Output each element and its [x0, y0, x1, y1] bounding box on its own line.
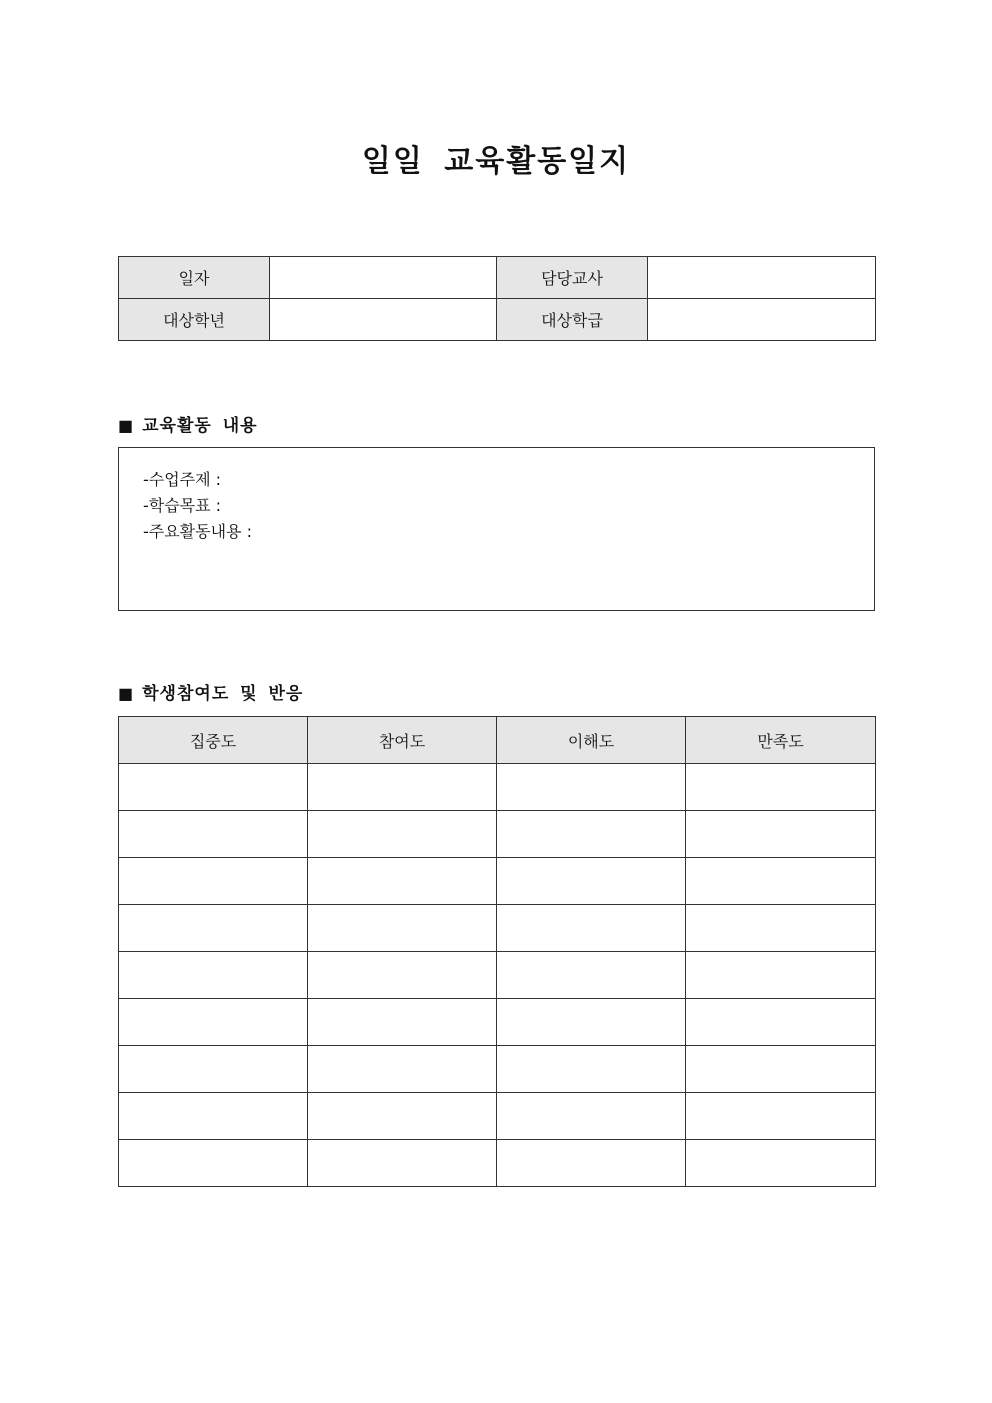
info-row-2 [119, 299, 876, 341]
teacher-label: 담당교사 [497, 257, 648, 299]
table-cell[interactable] [497, 858, 686, 905]
class-label: 대상학급 [497, 299, 648, 341]
date-label: 일자 [119, 257, 270, 299]
activity-section-heading [118, 411, 258, 436]
info-table [118, 256, 876, 341]
table-cell[interactable] [497, 1140, 686, 1187]
table-cell[interactable] [497, 905, 686, 952]
main-activity-line: -주요활동내용 : [143, 522, 252, 541]
learning-goal-line: -학습목표 : [143, 496, 222, 515]
participation-heading-text: 학생참여도 및 반응 [142, 684, 304, 704]
table-cell[interactable] [686, 1093, 876, 1140]
column-header-satisfaction: 만족도 [686, 717, 876, 764]
square-bullet-icon: ■ [118, 684, 135, 703]
date-field[interactable] [270, 257, 497, 299]
table-cell[interactable] [308, 999, 497, 1046]
grade-field[interactable] [270, 299, 497, 341]
table-cell[interactable] [497, 952, 686, 999]
column-header-concentration: 집중도 [119, 717, 308, 764]
table-row [119, 811, 876, 858]
table-cell[interactable] [497, 1046, 686, 1093]
table-cell[interactable] [119, 999, 308, 1046]
table-row [119, 999, 876, 1046]
table-cell[interactable] [497, 999, 686, 1046]
column-header-participation: 참여도 [308, 717, 497, 764]
table-cell[interactable] [308, 764, 497, 811]
table-cell[interactable] [497, 1093, 686, 1140]
participation-body [119, 764, 876, 1187]
table-cell[interactable] [686, 858, 876, 905]
table-row [119, 1046, 876, 1093]
table-cell[interactable] [119, 952, 308, 999]
table-cell[interactable] [686, 764, 876, 811]
column-header-understanding: 이해도 [497, 717, 686, 764]
info-row-1 [119, 257, 876, 299]
table-cell[interactable] [119, 858, 308, 905]
table-cell[interactable] [497, 764, 686, 811]
table-cell[interactable] [686, 1046, 876, 1093]
table-row [119, 1140, 876, 1187]
table-row [119, 764, 876, 811]
table-cell[interactable] [119, 905, 308, 952]
table-cell[interactable] [119, 1046, 308, 1093]
table-cell[interactable] [686, 811, 876, 858]
page-title: 일일 교육활동일지 [361, 144, 631, 179]
lesson-topic-line: -수업주제 : [143, 470, 222, 489]
table-row [119, 952, 876, 999]
table-cell[interactable] [308, 905, 497, 952]
participation-section-heading [118, 679, 303, 704]
table-cell[interactable] [119, 1093, 308, 1140]
table-cell[interactable] [308, 1140, 497, 1187]
table-cell[interactable] [119, 1140, 308, 1187]
table-cell[interactable] [686, 952, 876, 999]
table-cell[interactable] [119, 811, 308, 858]
table-cell[interactable] [308, 1046, 497, 1093]
table-row [119, 905, 876, 952]
activity-heading-text: 교육활동 내용 [142, 416, 258, 436]
table-cell[interactable] [686, 905, 876, 952]
table-cell[interactable] [686, 1140, 876, 1187]
table-cell[interactable] [497, 811, 686, 858]
table-cell[interactable] [308, 811, 497, 858]
teacher-field[interactable] [648, 257, 876, 299]
activity-content-box[interactable] [118, 447, 875, 611]
square-bullet-icon: ■ [118, 416, 135, 435]
table-row [119, 858, 876, 905]
participation-header-row [119, 717, 876, 764]
table-cell[interactable] [308, 952, 497, 999]
table-cell[interactable] [308, 1093, 497, 1140]
table-row [119, 1093, 876, 1140]
table-cell[interactable] [119, 764, 308, 811]
grade-label: 대상학년 [119, 299, 270, 341]
table-cell[interactable] [686, 999, 876, 1046]
participation-table [118, 716, 876, 1187]
table-cell[interactable] [308, 858, 497, 905]
class-field[interactable] [648, 299, 876, 341]
